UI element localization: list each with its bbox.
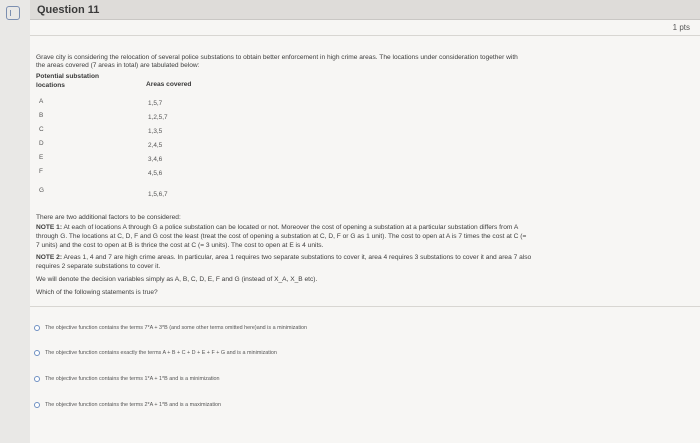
note2-line-1: NOTE 2: Areas 1, 4 and 7 are high crime areas. In particular, area 1 requires two separate substations to cover it, area 4 requires 3 substations to cover it and area 7 also — [36, 254, 532, 261]
question-card: 1 pts Grave city is considering the relocation of several police substations to obtain better enforcement in high crime areas. The locations under consideration together with the areas covered (7 areas in total) are tabulated below: Potential substation locations Areas covered A 1,5,7 B 1,2,5,7 C 1,3,5 D 2,4,5 E 3,4,6 F 4,5,6 G 1,5,6,7 There are two additional factors to be considered: NOTE 1: At each of locations A through G a police substation can be located or not. Moreover the cost of opening a substation at a particular substation differs from A through G. The locations at C, D, F and G cost the least (treat the cost of opening a substation at C, D, F or G as 1 unit). The cost to open at A is 7 times the cost at C (= 7 units) and the cost to open at B is thrice the cost at C (= 3 units). The cost to open at E is 4 units. NOTE 2: Areas 1, 4 and 7 are high crime areas. In particular, area 1 requires two separate substations to cover it, area 4 requires 3 substations to cover it and area 7 also requires 2 separate substations to cover it. We will denote the decision variables simply as A, B, C, D, E, F and G (instead of X_A, X_B etc). Which of the following statements is true? The objective function contains the terms 7*A + 3*B (and some other terms omitted here)and is a minimization The objective function contains exactly the terms A + B + C + D + E + F + G and is a minimization The objective function contains the terms 1*A + 1*B and is a minimization The objective function contains the terms 2*A + 1*B and is a maximization — [30, 20, 700, 443]
note1-line-3: 7 units) and the cost to open at B is thrice the cost at C (= 3 units). The cost to open at E is 4 units. — [36, 242, 324, 249]
answer-option-1[interactable]: The objective function contains the terms 7*A + 3*B (and some other terms omitted here)and is a minimization — [34, 322, 307, 334]
table-header-areas: Areas covered — [146, 81, 192, 88]
radio-button[interactable] — [34, 325, 40, 331]
question-header — [30, 0, 700, 20]
answer-option-2[interactable]: The objective function contains exactly the terms A + B + C + D + E + F + G and is a minimization — [34, 347, 277, 359]
radio-button[interactable] — [34, 376, 40, 382]
note1-line-2: through G. The locations at C, D, F and G cost the least (treat the cost of opening a substation at C, D, F or G as 1 unit). The cost to open at A is 7 times the cost at C (= — [36, 233, 527, 240]
divider — [30, 35, 700, 36]
note2-line-2: requires 2 separate substations to cover it. — [36, 263, 161, 270]
denote-line: We will denote the decision variables simply as A, B, C, D, E, F and G (instead of X_A, X_B etc). — [36, 276, 318, 283]
question-prompt: Which of the following statements is true? — [36, 289, 158, 296]
question-title: Question 11 — [37, 4, 100, 16]
answer-option-3[interactable]: The objective function contains the terms 1*A + 1*B and is a minimization — [34, 373, 220, 385]
intro-line-1: Grave city is considering the relocation of several police substations to obtain better enforcement in high crime areas. The locations under consideration together with — [36, 54, 518, 61]
note2-label: NOTE 2: — [36, 254, 63, 261]
note1-line-1: NOTE 1: At each of locations A through G a police substation can be located or not. Moreover the cost of opening a substation at a particular substation differs from A — [36, 224, 519, 231]
bookmark-flag-icon[interactable] — [6, 6, 20, 20]
points-label: 1 pts — [672, 23, 690, 32]
note1-label: NOTE 1: — [36, 224, 63, 231]
factors-line: There are two additional factors to be considered: — [36, 214, 181, 221]
divider — [30, 306, 700, 307]
radio-button[interactable] — [34, 402, 40, 408]
radio-button[interactable] — [34, 350, 40, 356]
table-header-locations: Potential substation locations — [36, 73, 100, 89]
intro-line-2: the areas covered (7 areas in total) are tabulated below: — [36, 62, 200, 69]
answer-option-4[interactable]: The objective function contains the terms 2*A + 1*B and is a maximization — [34, 399, 221, 411]
